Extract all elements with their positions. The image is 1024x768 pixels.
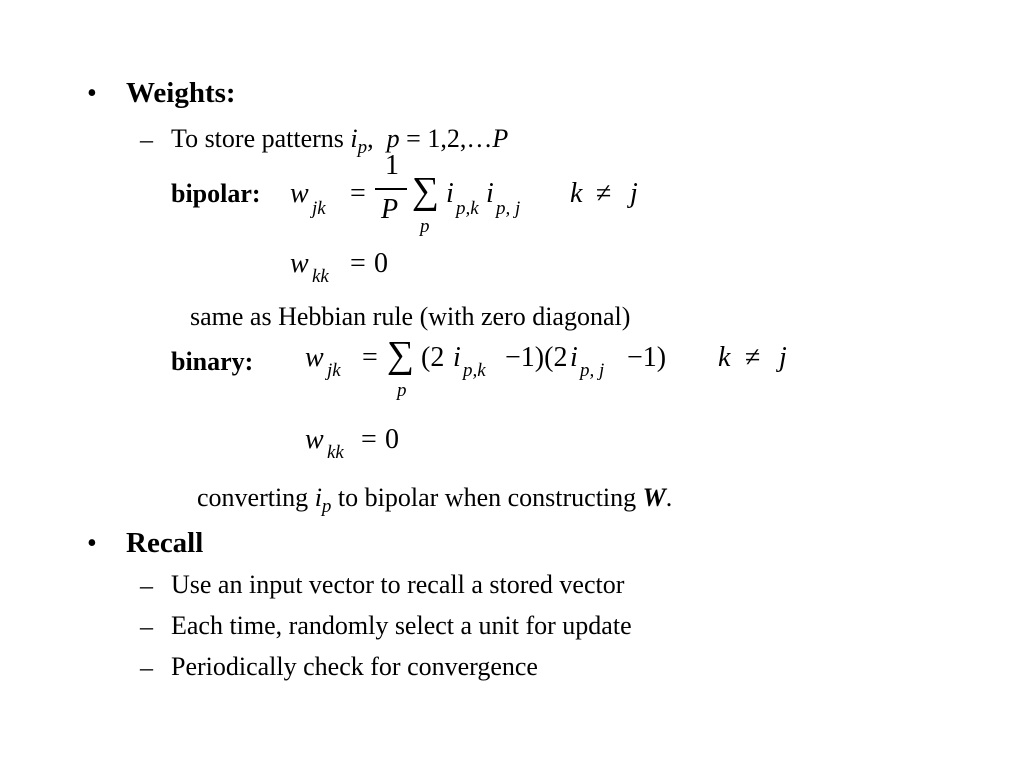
- i-symbol: i: [446, 178, 454, 209]
- converting-prefix: converting: [197, 483, 309, 512]
- sub-pj: p, j: [580, 360, 605, 381]
- binary-formula: [305, 336, 805, 416]
- dash-marker: –: [140, 612, 153, 641]
- summation-icon: ∑: [412, 170, 440, 212]
- matrix-W: W: [642, 483, 666, 512]
- binary-diagonal-formula: [305, 424, 425, 464]
- hebbian-note: same as Hebbian rule (with zero diagonal): [190, 302, 631, 331]
- not-equal-sign: ≠: [745, 342, 761, 373]
- sum-index-p: p: [397, 380, 407, 401]
- j-symbol: j: [630, 178, 638, 209]
- k-symbol: k: [570, 178, 583, 209]
- zero-value: 0: [385, 424, 399, 455]
- minus-one-open-paren-two: −1)(2: [505, 342, 568, 373]
- not-equal-sign: ≠: [596, 178, 612, 209]
- fraction-numerator: 1: [385, 150, 399, 181]
- open-paren-two: (2: [421, 342, 445, 373]
- store-var-i: i: [350, 124, 358, 153]
- fraction-denominator: P: [381, 194, 399, 225]
- sub-kk: kk: [312, 266, 329, 287]
- equals-sign: =: [350, 248, 366, 279]
- sub-pk: p,k: [463, 360, 486, 381]
- w-symbol: w: [290, 178, 309, 209]
- sub-kk: kk: [327, 442, 344, 463]
- sub-pj: p, j: [496, 198, 521, 219]
- binary-label: binary:: [171, 347, 254, 376]
- store-eq: = 1,2,…: [406, 124, 493, 153]
- i-symbol: i: [486, 178, 494, 209]
- zero-value: 0: [374, 248, 388, 279]
- recall-item: Use an input vector to recall a stored vector: [171, 570, 625, 599]
- store-prefix: To store patterns: [171, 124, 344, 153]
- w-symbol: w: [305, 424, 324, 455]
- dash-marker: –: [140, 653, 153, 682]
- w-symbol: w: [305, 342, 324, 373]
- dash-marker: –: [140, 125, 153, 154]
- recall-heading: Recall: [126, 527, 204, 559]
- converting-end: .: [665, 483, 673, 512]
- recall-item: Each time, randomly select a unit for update: [171, 611, 632, 640]
- store-var-P: P: [492, 124, 509, 153]
- k-symbol: k: [718, 342, 731, 373]
- bullet-marker: •: [87, 78, 97, 109]
- sub-pk: p,k: [456, 198, 479, 219]
- bipolar-formula: [290, 150, 690, 245]
- dash-marker: –: [140, 571, 153, 600]
- j-symbol: j: [779, 342, 787, 373]
- w-symbol: w: [290, 248, 309, 279]
- sub-jk: jk: [327, 360, 341, 381]
- sum-index-p: p: [420, 216, 430, 237]
- converting-var-i: i: [314, 483, 322, 512]
- sub-jk: jk: [312, 198, 326, 219]
- store-var-p: p: [386, 124, 400, 153]
- converting-note: [197, 483, 672, 518]
- equals-sign: =: [361, 424, 377, 455]
- converting-sub-p: p: [321, 496, 332, 517]
- bipolar-label: bipolar:: [171, 179, 261, 208]
- converting-mid: to bipolar when constructing: [337, 483, 637, 512]
- store-comma: ,: [367, 124, 374, 153]
- store-sub-p: p: [357, 137, 368, 158]
- minus-one-close-paren: −1): [627, 342, 667, 373]
- fraction-bar: [375, 188, 407, 190]
- recall-item: Periodically check for convergence: [171, 652, 538, 681]
- bullet-marker: •: [87, 528, 97, 559]
- equals-sign: =: [350, 178, 366, 209]
- weights-heading: Weights:: [126, 77, 236, 109]
- bipolar-diagonal-formula: [290, 248, 410, 288]
- i-symbol: i: [570, 342, 578, 373]
- equals-sign: =: [362, 342, 378, 373]
- i-symbol: i: [453, 342, 461, 373]
- summation-icon: ∑: [387, 334, 415, 376]
